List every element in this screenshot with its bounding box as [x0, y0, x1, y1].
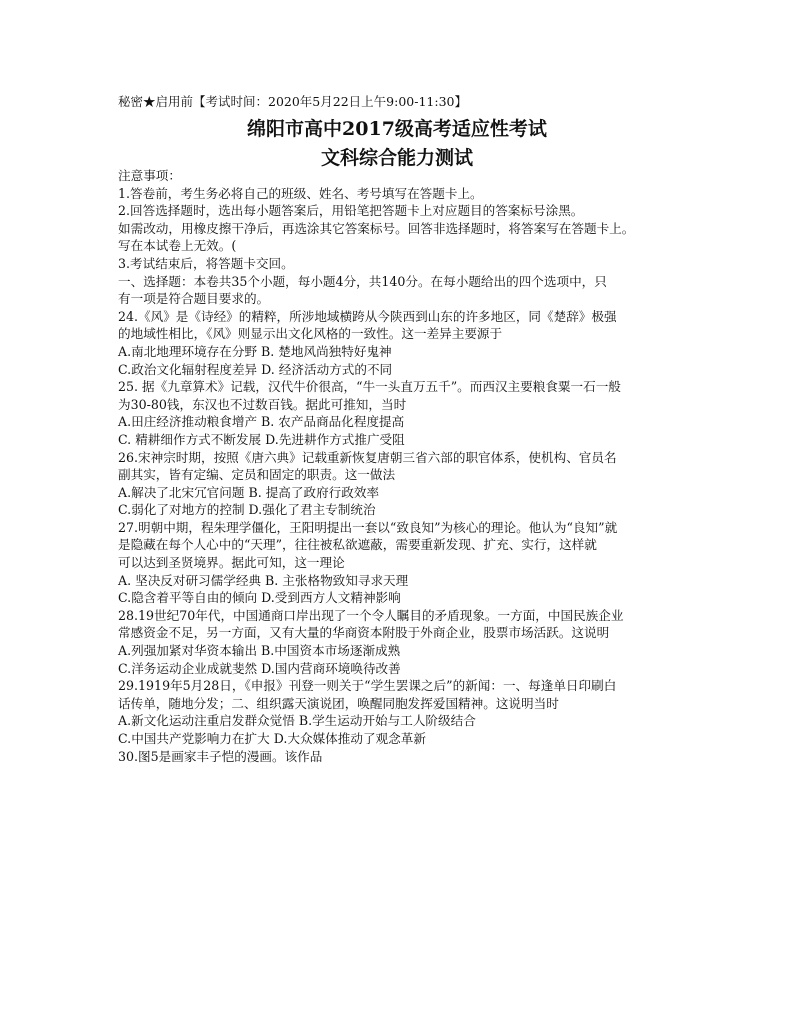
text-line: 是隐藏在每个人心中的“天理”，往往被私欲遮蔽，需要重新发现、扩充、实行，这样就: [118, 537, 597, 553]
question-30: 30.图5是画家丰子恺的漫画。该作品: [118, 748, 323, 764]
option-line: A.解决了北宋冗官问题 B. 提高了政府行政效率: [118, 484, 380, 500]
exam-body: [118, 167, 678, 765]
confidential-header: 秘密★启用前【考试时间：2020年5月22日上午9:00-11:30】: [118, 94, 467, 109]
option-line: A.新文化运动注重启发群众觉悟 B.学生运动开始与工人阶级结合: [118, 713, 476, 729]
question-26: 26.宋神宗时期，按照《唐六典》记载重新恢复唐朝三省六部的职官体系，使机构、官员名: [118, 449, 617, 465]
text-line: 注意事项：: [118, 168, 181, 183]
text-line: 可以达到圣贤境界。据此可知，这一理论: [118, 555, 345, 571]
option-line: A. 坚决反对研习儒学经典 B. 主张格物致知寻求天理: [118, 572, 409, 588]
exam-title: 绵阳市高中2017级高考适应性考试: [247, 118, 547, 140]
text-line: 3.考试结束后，将答题卡交回。: [118, 255, 294, 271]
option-line: C.隐含着平等自由的倾向 D.受到西方人文精神影响: [118, 590, 401, 606]
question-28: 28.19世纪70年代，中国通商口岸出现了一个令人瞩目的矛盾现象。一方面，中国民族企业: [118, 607, 624, 623]
question-29: 29.1919年5月28日，《申报》刊登一则关于“学生罢课之后”的新闻：一、每逢单日印刷白: [118, 678, 617, 694]
option-line: A.南北地理环境存在分野 B. 楚地风尚独特好鬼神: [118, 343, 392, 359]
text-line: 副其实，皆有定编、定员和固定的职责。这一做法: [118, 467, 396, 483]
option-line: C.弱化了对地方的控制 D.强化了君主专制统治: [118, 502, 376, 518]
question-25: 25. 据《九章算术》记载，汉代牛价很高，“牛一头直万五千”。而西汉主要粮食粟一石一般: [118, 379, 621, 395]
text-line: 为30-80钱，东汉也不过数百钱。据此可推知，当时: [118, 396, 407, 412]
text-line: 写在本试卷上无效。(: [118, 238, 237, 254]
text-line: 2.回答选择题时，选出每小题答案后，用铅笔把答题卡上对应题目的答案标号涂黑。: [118, 203, 584, 219]
question-27: 27.明朝中期，程朱理学僵化，王阳明提出一套以“致良知”为核心的理论。他认为“良知”就: [118, 519, 618, 535]
option-line: C.政治文化辐射程度差异 D. 经济活动方式的不同: [118, 361, 393, 377]
text-line: 如需改动，用橡皮擦干净后，再选涂其它答案标号。回答非选择题时，将答案写在答题卡上。: [118, 220, 635, 236]
text-line: 1.答卷前，考生务必将自己的班级、姓名、考号填写在答题卡上。: [118, 185, 483, 201]
text-line: 话传单，随地分发；二、组织露天演说团，唤醒同胞发挥爱国精神。这说明当时: [118, 695, 559, 711]
text-line: 的地域性相比，《风》则显示出文化风格的一致性。这一差异主要源于: [118, 326, 503, 342]
text-line: 一、选择题：本卷共35个小题，每小题4分，共140分。在每小题给出的四个选项中，只: [118, 273, 607, 289]
exam-subtitle: 文科综合能力测试: [320, 147, 473, 169]
option-line: C.中国共产党影响力在扩大 D.大众媒体推动了观念革新: [118, 731, 426, 746]
option-line: C.洋务运动企业成就斐然 D.国内营商环境唤待改善: [118, 660, 401, 676]
text-line: 有一项是符合题目要求的。: [118, 291, 270, 307]
text-line: 常感资金不足，另一方面，又有大量的华商资本附股于外商企业，股票市场活跃。这说明: [118, 625, 610, 641]
option-line: A.列强加紧对华资本输出 B.中国资本市场逐渐成熟: [118, 643, 401, 659]
option-line: C. 精耕细作方式不断发展 D.先进耕作方式推广受阻: [118, 431, 405, 447]
question-24: 24.《风》是《诗经》的精粹，所涉地域横跨从今陕西到山东的许多地区，同《楚辞》极强: [118, 308, 617, 324]
option-line: A.田庄经济推动粮食增产 B. 农产品商品化程度提高: [118, 414, 405, 430]
